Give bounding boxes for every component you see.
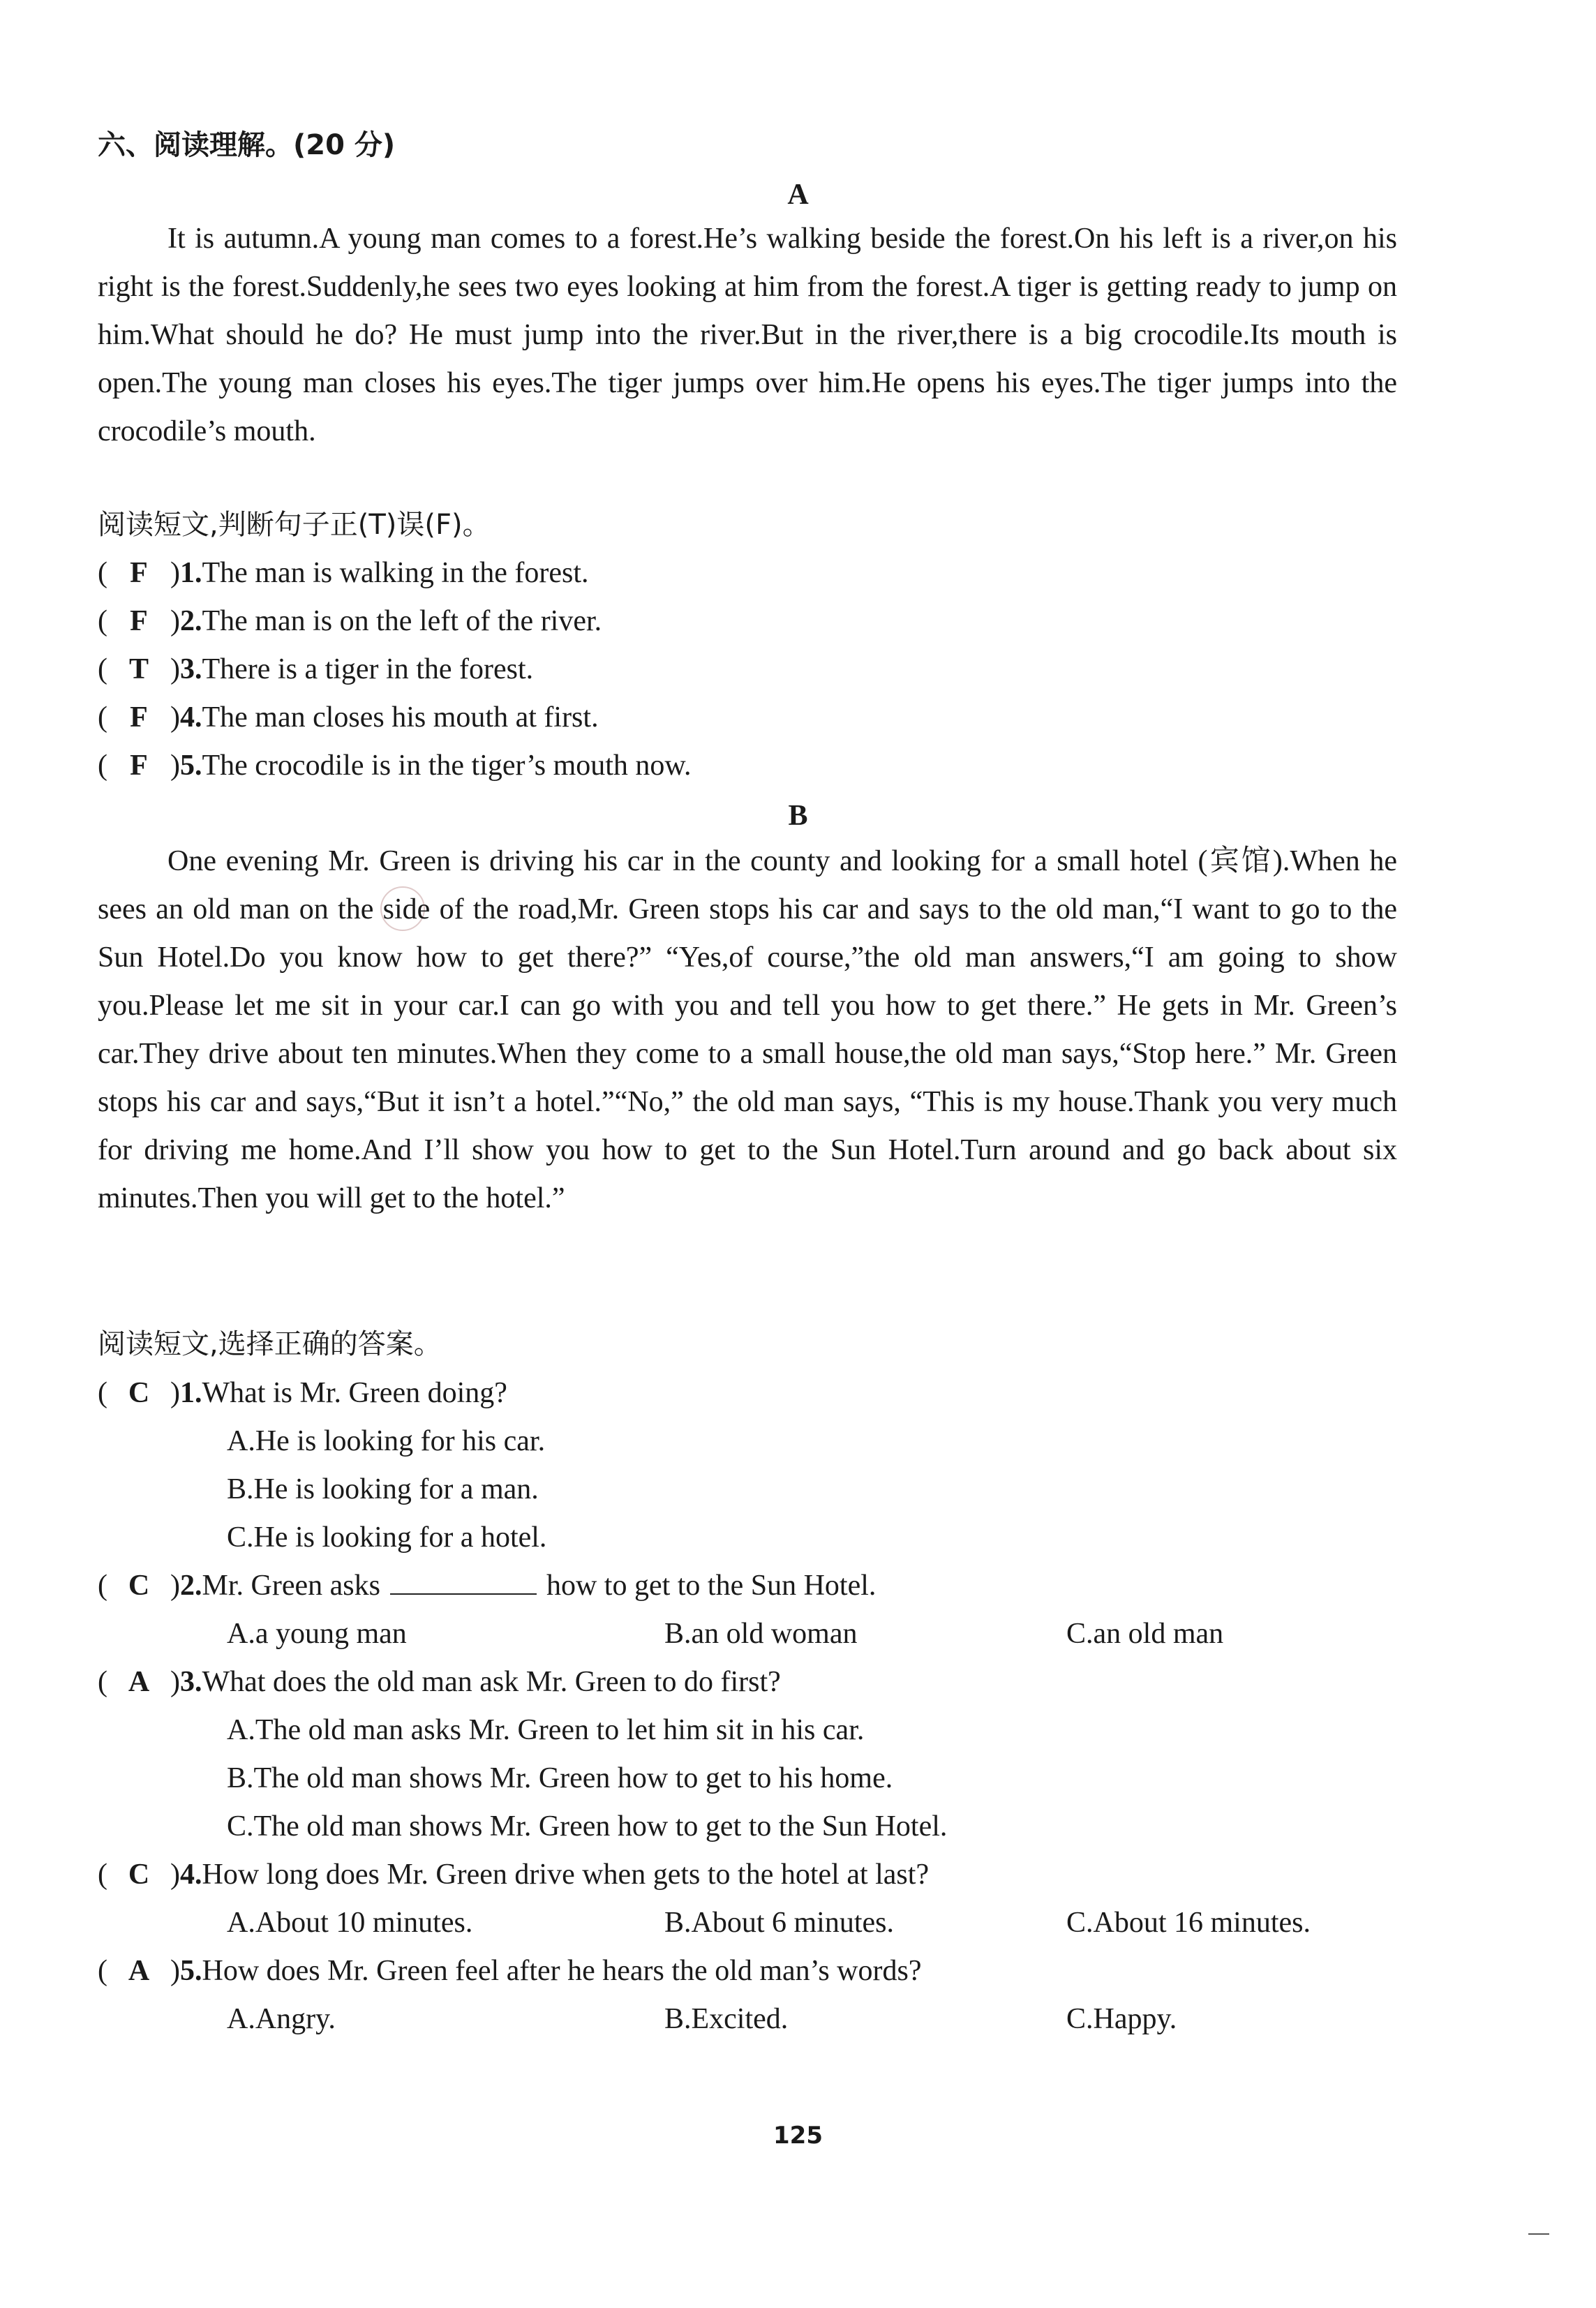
- option-c: C.an old man: [1066, 1618, 1224, 1650]
- question-number: 3.: [180, 653, 202, 685]
- answer-mark: T: [128, 653, 149, 685]
- bracket-open: (: [98, 1666, 107, 1698]
- answer-mark: A: [128, 1955, 150, 1987]
- option-a: A.The old man asks Mr. Green to let him sit in his car.: [227, 1714, 865, 1746]
- question-text: How does Mr. Green feel after he hears the old man’s words?: [202, 1955, 922, 1987]
- section-heading: 六、阅读理解。(20 分): [98, 129, 396, 161]
- question-row: [98, 606, 602, 636]
- answer-mark: C: [128, 1859, 150, 1891]
- fill-blank: [390, 1572, 537, 1595]
- part-b-passage: [98, 837, 1397, 1223]
- answer-mark: C: [128, 1377, 150, 1409]
- option-a: A.a young man: [227, 1618, 407, 1650]
- option-a: A.Angry.: [227, 2003, 336, 2035]
- question-number: 2.: [180, 605, 202, 637]
- part-b-instruction: 阅读短文,选择正确的答案。: [98, 1328, 442, 1360]
- bracket-close: ): [170, 701, 180, 734]
- question-row: [98, 751, 692, 780]
- option-b: B.The old man shows Mr. Green how to get to his home.: [227, 1762, 893, 1794]
- bracket-open: (: [98, 701, 107, 734]
- passage-paragraph: It is autumn.A young man comes to a forest.He’s walking beside the forest.On his left is a river,on his right is the forest.Suddenly,he sees two eyes looking at him from the forest.A tiger is getting ready to jump on him.What should he do? He must jump into the river.But in the river,there is a big crocodile.Its mouth is open.The young man closes his eyes.The tiger jumps over him.He opens his eyes.The tiger jumps into the crocodile’s mouth.: [98, 223, 1397, 447]
- bracket-open: (: [98, 1955, 107, 1987]
- question-text-before: Mr. Green asks: [202, 1570, 380, 1602]
- bracket-open: (: [98, 605, 107, 637]
- option-c: C.About 16 minutes.: [1066, 1907, 1311, 1939]
- option-a: A.He is looking for his car.: [227, 1425, 546, 1457]
- answer-mark: A: [128, 1666, 150, 1698]
- option-b: B.About 6 minutes.: [664, 1907, 895, 1939]
- question-text: The man is walking in the forest.: [202, 557, 589, 589]
- question-text: What does the old man ask Mr. Green to do first?: [202, 1666, 781, 1698]
- option-b: B.Excited.: [664, 2003, 789, 2035]
- question-text: The crocodile is in the tiger’s mouth now.: [202, 750, 692, 782]
- question-row: [98, 1956, 922, 1986]
- bracket-close: ): [170, 1570, 180, 1602]
- option-b: B.an old woman: [664, 1618, 858, 1650]
- answer-mark: F: [130, 557, 148, 589]
- question-text: How long does Mr. Green drive when gets to the hotel at last?: [202, 1859, 930, 1891]
- question-row: [98, 1378, 507, 1408]
- bracket-close: ): [170, 750, 180, 782]
- bracket-open: (: [98, 1570, 107, 1602]
- option-a: A.About 10 minutes.: [227, 1907, 473, 1939]
- question-number: 1.: [180, 557, 202, 589]
- question-number: 3.: [180, 1666, 202, 1698]
- bracket-open: (: [98, 1377, 107, 1409]
- question-row: [98, 1571, 876, 1600]
- part-a-passage: [98, 215, 1397, 456]
- passage-paragraph: One evening Mr. Green is driving his car in the county and looking for a small hotel (宾馆).When he sees an old man on the side of the road,Mr. Green stops his car and says to the old man,“I want to go to the Sun Hotel.Do you know how to get there?” “Yes,of course,”the old man answers,“I am going to show you.Please let me sit in your car.I can go with you and tell you how to get there.” He gets in Mr. Green’s car.They drive about ten minutes.When they come to a small house,the old man says,“Stop here.” Mr. Green stops his car and says,“But it isn’t a hotel.”“No,” the old man says, “This is my house.Thank you very much for driving me home.And I’ll show you how to get to the Sun Hotel.Turn around and go back about six minutes.Then you will get to the hotel.”: [98, 845, 1397, 1214]
- answer-mark: F: [130, 750, 148, 782]
- question-text: There is a tiger in the forest.: [202, 653, 534, 685]
- part-a-instruction: 阅读短文,判断句子正(T)误(F)。: [98, 509, 491, 541]
- answer-mark: F: [130, 701, 148, 734]
- question-number: 5.: [180, 1955, 202, 1987]
- bracket-open: (: [98, 557, 107, 589]
- bracket-close: ): [170, 557, 180, 589]
- question-text: What is Mr. Green doing?: [202, 1377, 507, 1409]
- question-text: The man is on the left of the river.: [202, 605, 602, 637]
- part-b-title: B: [788, 800, 808, 832]
- bracket-open: (: [98, 1859, 107, 1891]
- part-a-title: A: [787, 179, 809, 211]
- question-row: [98, 558, 589, 588]
- option-c: C.He is looking for a hotel.: [227, 1521, 547, 1554]
- bracket-close: ): [170, 605, 180, 637]
- bracket-close: ): [170, 653, 180, 685]
- question-row: [98, 703, 599, 732]
- question-number: 1.: [180, 1377, 202, 1409]
- bracket-close: ): [170, 1955, 180, 1987]
- question-number: 4.: [180, 701, 202, 734]
- edge-mark: [1528, 2233, 1549, 2235]
- question-row: [98, 1860, 929, 1889]
- bracket-close: ): [170, 1859, 180, 1891]
- option-c: C.Happy.: [1066, 2003, 1177, 2035]
- answer-mark: C: [128, 1570, 150, 1602]
- question-number: 4.: [180, 1859, 202, 1891]
- question-text-after: how to get to the Sun Hotel.: [546, 1570, 877, 1602]
- answer-mark: F: [130, 605, 148, 637]
- question-row: [98, 655, 533, 684]
- page-number: 125: [773, 2122, 823, 2150]
- option-c: C.The old man shows Mr. Green how to get to the Sun Hotel.: [227, 1810, 948, 1842]
- question-number: 2.: [180, 1570, 202, 1602]
- option-b: B.He is looking for a man.: [227, 1473, 539, 1505]
- bracket-open: (: [98, 653, 107, 685]
- question-text: The man closes his mouth at first.: [202, 701, 599, 734]
- bracket-close: ): [170, 1377, 180, 1409]
- bracket-close: ): [170, 1666, 180, 1698]
- question-number: 5.: [180, 750, 202, 782]
- question-row: [98, 1667, 781, 1697]
- bracket-open: (: [98, 750, 107, 782]
